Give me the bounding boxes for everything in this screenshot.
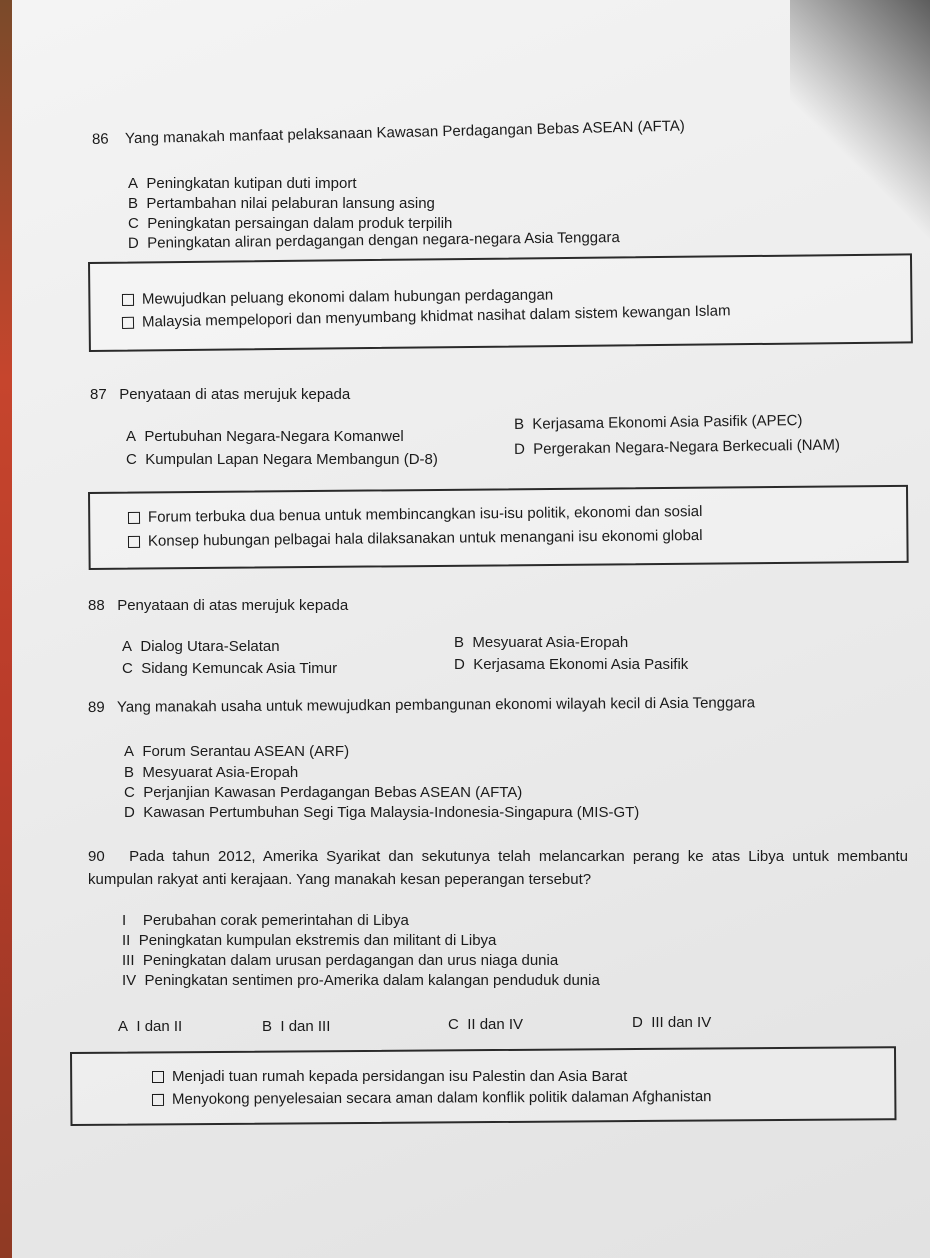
checkbox-icon (152, 1094, 164, 1106)
q88-option-a[interactable] (122, 637, 280, 656)
statement-text: Forum terbuka dua benua untuk membincangkan isu-isu politik, ekonomi dan sosial (147, 502, 703, 526)
checkbox-icon (152, 1071, 164, 1083)
option-text: Peningkatan kutipan duti import (146, 175, 357, 192)
checkbox-icon (128, 512, 140, 524)
option-letter: C (128, 215, 139, 232)
question-text: Penyataan di atas merujuk kepada (119, 386, 351, 403)
option-text: Kumpulan Lapan Negara Membangun (D-8) (145, 451, 438, 468)
question-number: 90 (88, 848, 105, 865)
q90-item-3 (122, 951, 558, 970)
option-text: Pertubuhan Negara-Negara Komanwel (144, 428, 404, 445)
statement-91-1 (152, 1067, 627, 1087)
statement-text: Menyokong penyelesaian secara aman dalam konflik politik dalaman Afghanistan (171, 1088, 712, 1108)
option-text: Dialog Utara-Selatan (140, 638, 280, 655)
option-text: I dan III (280, 1018, 331, 1035)
item-roman: II (122, 932, 131, 949)
option-letter: C (448, 1016, 459, 1033)
option-text: II dan IV (467, 1016, 524, 1033)
option-letter: A (122, 638, 133, 655)
question-number: 88 (88, 597, 105, 614)
option-text: Pertambahan nilai pelaburan lansung asing (146, 195, 435, 212)
question-88 (88, 596, 348, 616)
option-letter: A (124, 743, 135, 760)
option-text: Mesyuarat Asia-Eropah (472, 634, 629, 651)
option-letter: D (513, 440, 525, 458)
page-shadow (790, 0, 930, 260)
q87-option-c[interactable] (126, 450, 438, 469)
q87-option-a[interactable] (126, 427, 404, 446)
option-letter: B (124, 764, 135, 781)
q90-item-2 (122, 931, 496, 950)
option-text: Pergerakan Negara-Negara Berkecuali (NAM) (533, 436, 841, 458)
question-90 (88, 845, 908, 891)
q90-item-1 (122, 911, 409, 930)
statement-text: Mewujudkan peluang ekonomi dalam hubungan perdagangan (141, 286, 554, 308)
checkbox-icon (128, 536, 140, 548)
q90-item-4 (122, 971, 600, 990)
option-text: Kerjasama Ekonomi Asia Pasifik (APEC) (532, 411, 803, 433)
item-roman: IV (122, 972, 137, 989)
question-text: Pada tahun 2012, Amerika Syarikat dan sekutunya telah melancarkan perang ke atas Libya untuk membantu kumpulan rakyat anti kerajaan. Yang manakah kesan peperangan tersebut? (88, 848, 908, 888)
item-text: Peningkatan kumpulan ekstremis dan militant di Libya (138, 932, 497, 949)
option-letter: A (128, 175, 139, 192)
item-text: Peningkatan dalam urusan perdagangan dan urus niaga dunia (142, 952, 559, 969)
option-text: Sidang Kemuncak Asia Timur (141, 660, 338, 677)
option-letter: B (128, 195, 139, 212)
item-text: Peningkatan sentimen pro-Amerika dalam kalangan penduduk dunia (144, 972, 600, 989)
question-text: Penyataan di atas merujuk kepada (117, 597, 349, 614)
q89-option-b[interactable] (124, 763, 298, 782)
statement-text: Malaysia mempelopori dan menyumbang khidmat nasihat dalam sistem kewangan Islam (141, 302, 731, 331)
question-number: 87 (90, 386, 107, 403)
q89-option-c[interactable] (124, 783, 522, 802)
option-letter: C (124, 784, 135, 801)
option-text: Forum Serantau ASEAN (ARF) (142, 743, 350, 760)
statement-text: Menjadi tuan rumah kepada persidangan isu Palestin dan Asia Barat (172, 1068, 628, 1085)
question-number: 89 (87, 698, 105, 716)
option-text: I dan II (136, 1018, 183, 1035)
option-letter: B (262, 1018, 273, 1035)
option-letter: B (454, 634, 465, 651)
option-letter: B (513, 415, 525, 433)
option-letter: A (126, 428, 137, 445)
option-text: III dan IV (651, 1014, 712, 1031)
option-letter: D (454, 656, 465, 673)
q87-option-b[interactable] (514, 411, 803, 434)
statement-text: Konsep hubungan pelbagai hala dilaksanakan untuk menangani isu ekonomi global (147, 526, 703, 550)
q88-option-b[interactable] (454, 633, 628, 652)
option-letter: D (127, 234, 139, 252)
option-letter: C (126, 451, 137, 468)
q88-option-c[interactable] (122, 659, 337, 678)
q86-option-a[interactable] (128, 174, 357, 193)
option-letter: D (632, 1014, 643, 1031)
item-roman: III (122, 952, 135, 969)
q90-option-d[interactable] (632, 1013, 711, 1032)
question-87 (90, 385, 350, 405)
statement-91-2 (152, 1087, 712, 1110)
q90-option-c[interactable] (448, 1015, 523, 1034)
item-roman: I (122, 912, 127, 929)
option-text: Kerjasama Ekonomi Asia Pasifik (473, 656, 689, 673)
option-letter: A (118, 1018, 129, 1035)
option-text: Peningkatan persaingan dalam produk terpilih (147, 215, 453, 232)
option-text: Mesyuarat Asia-Eropah (142, 764, 299, 781)
option-text: Kawasan Pertumbuhan Segi Tiga Malaysia-Indonesia-Singapura (MIS-GT) (143, 804, 640, 821)
q89-option-a[interactable] (124, 742, 349, 761)
checkbox-icon (122, 317, 134, 329)
option-text: Perjanjian Kawasan Perdagangan Bebas ASEAN (AFTA) (143, 784, 523, 801)
question-text: Yang manakah usaha untuk mewujudkan pembangunan ekonomi wilayah kecil di Asia Tenggara (116, 694, 756, 716)
option-text: Peningkatan aliran perdagangan dengan negara-negara Asia Tenggara (147, 228, 620, 252)
item-text: Perubahan corak pemerintahan di Libya (142, 912, 409, 929)
question-number: 86 (91, 130, 109, 148)
q89-option-d[interactable] (124, 803, 639, 822)
q86-option-b[interactable] (128, 194, 435, 213)
option-letter: D (124, 804, 135, 821)
q90-option-a[interactable] (118, 1017, 182, 1036)
question-text: Yang manakah manfaat pelaksanaan Kawasan Perdagangan Bebas ASEAN (AFTA) (124, 117, 685, 148)
checkbox-icon (122, 294, 134, 306)
q88-option-d[interactable] (454, 655, 688, 674)
q90-option-b[interactable] (262, 1017, 330, 1036)
option-letter: C (122, 660, 133, 677)
